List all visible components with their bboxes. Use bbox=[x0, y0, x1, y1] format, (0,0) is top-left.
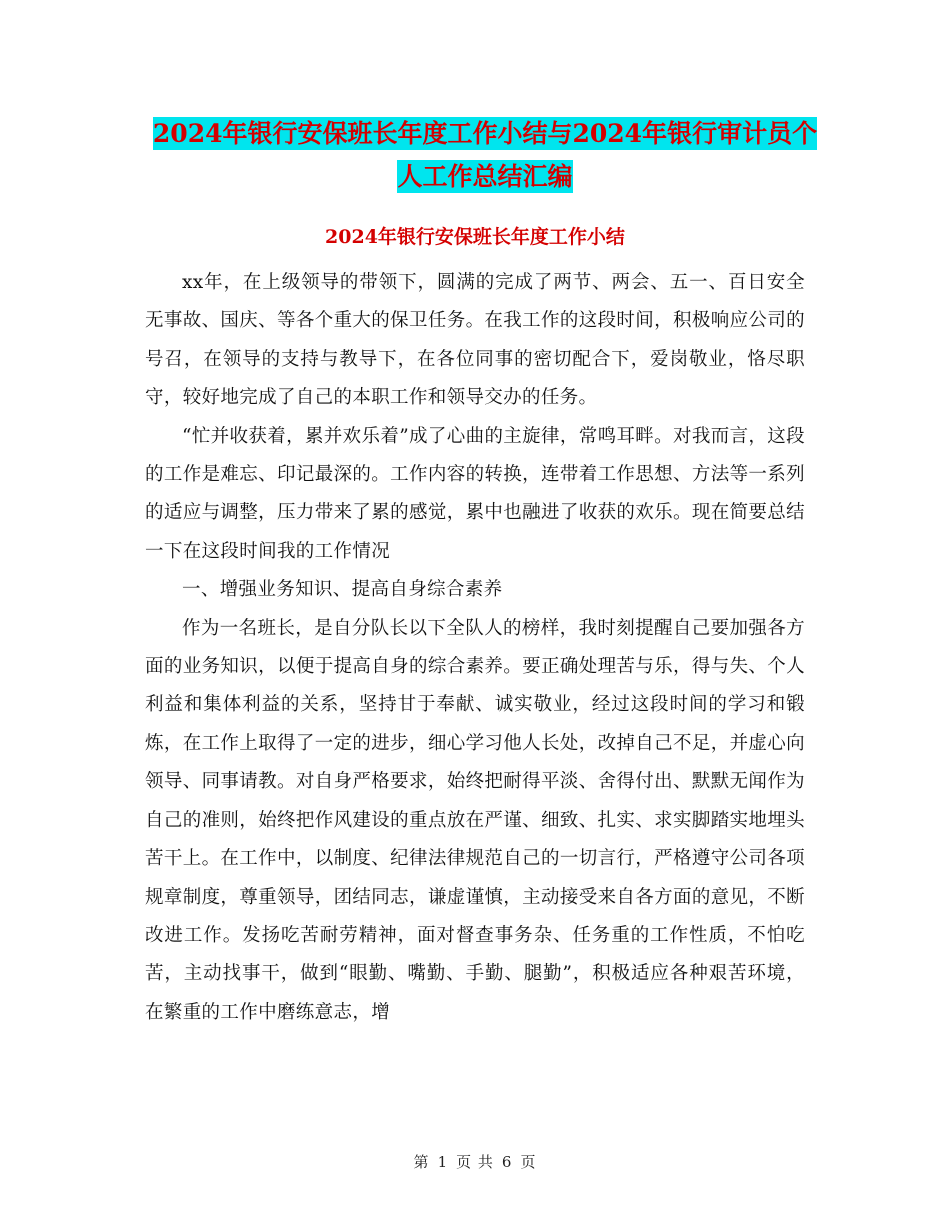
document-body bbox=[145, 264, 805, 1032]
footer-page-number: 1 bbox=[437, 1153, 449, 1171]
body-paragraph: “忙并收获着，累并欢乐着”成了心曲的主旋律，常鸣耳畔。对我而言，这段的工作是难忘、印记最深的。工作内容的转换，连带着工作思想、方法等一系列的适应与调整，压力带来了累的感觉，累中也融进了收获的欢乐。现在简要总结一下在这段时间我的工作情况 bbox=[145, 425, 805, 562]
document-title bbox=[150, 112, 820, 198]
section-title: 2024年银行安保班长年度工作小结 bbox=[325, 226, 625, 248]
footer-prefix: 第 bbox=[413, 1153, 430, 1171]
footer-total-pages: 6 bbox=[501, 1153, 513, 1171]
footer-suffix: 页 bbox=[520, 1153, 537, 1171]
footer-mid: 页 共 bbox=[456, 1153, 494, 1171]
section-heading: 一、增强业务知识、提高自身综合素养 bbox=[182, 579, 503, 601]
body-paragraph: 作为一名班长，是自分队长以下全队人的榜样，我时刻提醒自己要加强各方面的业务知识，以便于提高自身的综合素养。要正确处理苦与乐，得与失、个人利益和集体利益的关系，坚持甘于奉献、诚实敬业，经过这段时间的学习和锻炼，在工作上取得了一定的进步，细心学习他人长处，改掉自己不足，并虚心向领导、同事请教。对自身严格要求，始终把耐得平淡、舍得付出、默默无闻作为自己的准则，始终把作风建设的重点放在严谨、细致、扎实、求实脚踏实地埋头苦干上。在工作中，以制度、纪律法律规范自己的一切言行，严格遵守公司各项规章制度，尊重领导，团结同志，谦虚谨慎，主动接受来自各方面的意见，不断改进工作。发扬吃苦耐劳精神，面对督查事务杂、任务重的工作性质，不怕吃苦，主动找事干，做到“眼勤、嘴勤、手勤、腿勤”，积极适应各种艰苦环境，在繁重的工作中磨练意志，增 bbox=[145, 617, 805, 1023]
body-paragraph: xx年，在上级领导的带领下，圆满的完成了两节、两会、五一、百日安全无事故、国庆、等各个重大的保卫任务。在我工作的这段时间，积极响应公司的号召，在领导的支持与教导下，在各位同事的密切配合下，爱岗敬业，恪尽职守，较好地完成了自己的本职工作和领导交办的任务。 bbox=[145, 272, 805, 409]
document-title-text: 2024年银行安保班长年度工作小结与2024年银行审计员个人工作总结汇编 bbox=[152, 119, 818, 191]
page-footer bbox=[0, 1152, 950, 1172]
